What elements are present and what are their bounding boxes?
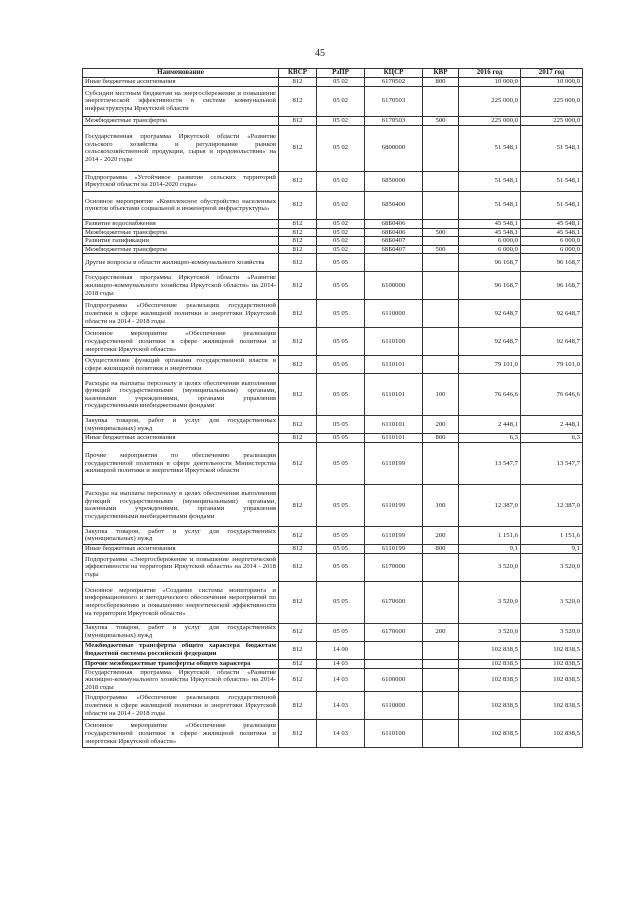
table-row [83,416,583,434]
cell-kcsr: 6170503 [365,116,423,125]
cell-kvsr: 812 [279,374,317,416]
cell-name: Государственная программа Иркутской области «Развитие жилищно-коммунального хозяйства Иркутской области» на 2014-2018 годы [83,668,279,692]
cell-kcsr: 6110101 [365,374,423,416]
table-row [83,692,583,720]
table-row [83,720,583,748]
cell-kvr: 800 [423,78,459,87]
cell-kvsr: 812 [279,254,317,272]
table-row [83,228,583,237]
table-header-row [83,69,583,78]
cell-name: Прочие мероприятия по обеспечению реализации государственной политики в сфере деятельности Министерства жилищной политики и энергетики Иркутской области [83,442,279,484]
cell-2016: 102 838,5 [459,668,521,692]
cell-kvr [423,300,459,328]
cell-2016: 102 838,5 [459,692,521,720]
cell-name: Основное мероприятие «Создание системы мониторинга и информационного и методического обеспечения мероприятий по энергосбережению и повышению энергетической эффективности на территории Иркутской области» [83,581,279,623]
cell-kvr: 500 [423,116,459,125]
cell-kvsr: 812 [279,171,317,191]
cell-rzpr: 14 00 [317,641,365,659]
cell-rzpr: 05 02 [317,171,365,191]
cell-rzpr: 05 05 [317,484,365,526]
cell-2017: 96 168,7 [521,272,583,300]
cell-kvsr: 812 [279,272,317,300]
cell-kvsr: 812 [279,553,317,581]
cell-kvsr: 812 [279,434,317,443]
cell-kvr: 500 [423,245,459,254]
cell-kvr [423,553,459,581]
cell-kvsr: 812 [279,219,317,228]
cell-kcsr: 6100000 [365,272,423,300]
cell-name: Закупка товаров, работ и услуг для государственных (муниципальных) нужд [83,416,279,434]
cell-rzpr: 05 05 [317,328,365,356]
cell-2017: 102 838,5 [521,720,583,748]
cell-rzpr: 05 05 [317,544,365,553]
cell-2016: 79 101,0 [459,356,521,374]
cell-kvr [423,237,459,246]
cell-kvsr: 812 [279,484,317,526]
cell-kvr [423,356,459,374]
header-2017: 2017 год [521,69,583,78]
cell-kvr: 800 [423,434,459,443]
cell-kvr: 500 [423,228,459,237]
cell-2017: 1 151,6 [521,526,583,544]
table-row [83,641,583,659]
cell-kvr [423,641,459,659]
cell-2016: 6,3 [459,434,521,443]
cell-kvsr: 812 [279,659,317,668]
header-2016: 2016 год [459,69,521,78]
cell-rzpr: 05 02 [317,228,365,237]
cell-2016: 225 000,0 [459,86,521,116]
cell-kvr [423,659,459,668]
cell-kcsr [365,659,423,668]
cell-2016: 102 838,5 [459,659,521,668]
cell-name: Государственная программа Иркутской области «Развитие жилищно-коммунального хозяйства Иркутской области» на 2014-2018 годы [83,272,279,300]
cell-2016: 3 520,0 [459,553,521,581]
table-row [83,484,583,526]
cell-2016: 3 520,0 [459,581,521,623]
cell-2017: 45 548,1 [521,228,583,237]
cell-2016: 96 168,7 [459,272,521,300]
cell-kvr [423,86,459,116]
cell-kvr [423,720,459,748]
cell-kvsr: 812 [279,191,317,219]
cell-rzpr: 05 05 [317,526,365,544]
cell-rzpr: 05 02 [317,116,365,125]
cell-name: Осуществление функций органами государственной власти в сфере жилищной политики и энергетики [83,356,279,374]
cell-kcsr: 6170503 [365,86,423,116]
cell-2017: 76 646,6 [521,374,583,416]
table-row [83,659,583,668]
table-row [83,78,583,87]
cell-kvsr: 812 [279,581,317,623]
cell-kcsr: 6170600 [365,581,423,623]
table-row [83,434,583,443]
cell-rzpr: 14 03 [317,668,365,692]
cell-kvsr: 812 [279,300,317,328]
cell-kvsr: 812 [279,328,317,356]
cell-2017: 225 000,0 [521,116,583,125]
cell-kcsr: 6110199 [365,526,423,544]
cell-kvsr: 812 [279,78,317,87]
table-row [83,237,583,246]
cell-rzpr: 05 02 [317,191,365,219]
table-row [83,623,583,641]
cell-kvsr: 812 [279,526,317,544]
table-row [83,544,583,553]
table-row [83,272,583,300]
table-row [83,668,583,692]
cell-rzpr: 05 02 [317,125,365,171]
cell-2016: 10 000,0 [459,78,521,87]
cell-name: Основное мероприятие «Комплексное обустройство населенных пунктов объектами социальной и инженерной инфраструктуры» [83,191,279,219]
cell-rzpr: 05 02 [317,219,365,228]
header-rzpr: РзПР [317,69,365,78]
cell-rzpr: 05 02 [317,237,365,246]
table-row [83,526,583,544]
cell-2017: 3 520,0 [521,553,583,581]
cell-kcsr: 6110101 [365,416,423,434]
cell-kcsr: 6110100 [365,720,423,748]
header-name: Наименование [83,69,279,78]
cell-kvr [423,581,459,623]
cell-kcsr: 6170600 [365,623,423,641]
cell-2016: 51 548,1 [459,171,521,191]
cell-kcsr: 6110000 [365,692,423,720]
cell-2016: 6 000,0 [459,237,521,246]
cell-name: Государственная программа Иркутской области «Развитие сельского хозяйства и регулирование рынков сельскохозяйственной продукции, сырья и продовольствия» на 2014 - 2020 годы [83,125,279,171]
cell-2017: 9,1 [521,544,583,553]
cell-2016: 96 168,7 [459,254,521,272]
cell-rzpr: 14 03 [317,692,365,720]
cell-rzpr: 05 02 [317,78,365,87]
cell-kvr [423,692,459,720]
cell-name: Основное мероприятие «Обеспечение реализации государственной политики в сфере жилищной политики и энергетики Иркутской области» [83,720,279,748]
cell-2016: 6 000,0 [459,245,521,254]
cell-kcsr: 6170502 [365,78,423,87]
cell-rzpr: 05 05 [317,434,365,443]
cell-name: Подпрограмма «Энергосбережение и повышение энергетической эффективности на территории Иркутской области» на 2014 - 2018 годы [83,553,279,581]
cell-2016: 76 646,6 [459,374,521,416]
cell-kcsr: 6110101 [365,356,423,374]
cell-kvr [423,191,459,219]
cell-kvr [423,254,459,272]
cell-kvsr: 812 [279,228,317,237]
cell-kvr: 200 [423,623,459,641]
cell-name: Расходы на выплаты персоналу в целях обеспечения выполнения функций государственными (муниципальными) органами, казенными учреждениями, органами управления государственными внебюджетными фондами [83,484,279,526]
cell-2016: 9,1 [459,544,521,553]
cell-2016: 92 648,7 [459,328,521,356]
table-row [83,116,583,125]
cell-kcsr: 6110000 [365,300,423,328]
cell-2017: 102 838,5 [521,641,583,659]
page-number: 45 [315,48,325,59]
table-row [83,356,583,374]
cell-rzpr: 05 02 [317,245,365,254]
cell-kcsr: 68Б0407 [365,237,423,246]
table-row [83,374,583,416]
cell-kvsr: 812 [279,641,317,659]
header-kcsr: КЦСР [365,69,423,78]
cell-kvsr: 812 [279,544,317,553]
cell-rzpr: 05 05 [317,272,365,300]
cell-kcsr [365,254,423,272]
cell-kcsr: 6850400 [365,191,423,219]
cell-kvsr: 812 [279,237,317,246]
cell-kvr: 800 [423,544,459,553]
cell-kvsr: 812 [279,623,317,641]
cell-name: Иные бюджетные ассигнования [83,78,279,87]
cell-kcsr: 68Б0407 [365,245,423,254]
cell-name: Субсидии местным бюджетам на энергосбережение и повышение энергетической эффективности в системе коммунальной инфраструктуры Иркутской области [83,86,279,116]
cell-kvsr: 812 [279,245,317,254]
cell-kvr [423,125,459,171]
table-row [83,328,583,356]
cell-name: Подпрограмма «Обеспечение реализации государственной политики в сфере жилищной политики и энергетики Иркутской области на 2014 - 2018 годы [83,300,279,328]
table-row [83,300,583,328]
cell-2016: 45 548,1 [459,219,521,228]
cell-2017: 13 547,7 [521,442,583,484]
cell-kvsr: 812 [279,116,317,125]
cell-name: Иные бюджетные ассигнования [83,434,279,443]
cell-2017: 51 548,1 [521,171,583,191]
header-kvsr: КВСР [279,69,317,78]
cell-2017: 102 838,5 [521,692,583,720]
cell-2017: 2 448,1 [521,416,583,434]
cell-name: Развитие водоснабжения [83,219,279,228]
cell-2017: 225 000,0 [521,86,583,116]
table-row [83,86,583,116]
cell-kvr [423,442,459,484]
cell-name: Подпрограмма «Обеспечение реализации государственной политики в сфере жилищной политики и энергетики Иркутской области на 2014 - 2018 годы [83,692,279,720]
table-row [83,191,583,219]
cell-kvr [423,328,459,356]
cell-rzpr: 14 03 [317,659,365,668]
cell-kcsr: 6170000 [365,553,423,581]
cell-kvr: 200 [423,526,459,544]
cell-name: Закупка товаров, работ и услуг для государственных (муниципальных) нужд [83,623,279,641]
table-row [83,442,583,484]
cell-2017: 3 520,0 [521,581,583,623]
cell-name: Развитие газификации [83,237,279,246]
cell-rzpr: 05 05 [317,581,365,623]
cell-kcsr: 6850000 [365,171,423,191]
cell-2016: 92 648,7 [459,300,521,328]
cell-rzpr: 05 05 [317,553,365,581]
cell-2017: 6 000,0 [521,237,583,246]
table-body [83,78,583,748]
cell-name: Межбюджетные трансферты общего характера бюджетам бюджетной системы российской федерации [83,641,279,659]
cell-2017: 96 168,7 [521,254,583,272]
cell-2016: 1 151,6 [459,526,521,544]
cell-kcsr: 6100000 [365,668,423,692]
table-row [83,553,583,581]
cell-kvr [423,219,459,228]
cell-2017: 51 548,1 [521,125,583,171]
cell-2017: 12 387,0 [521,484,583,526]
cell-rzpr: 14 03 [317,720,365,748]
table-row [83,219,583,228]
cell-kvsr: 812 [279,442,317,484]
cell-kvsr: 812 [279,125,317,171]
table-row [83,581,583,623]
cell-kcsr: 68Б0406 [365,219,423,228]
cell-name: Прочие межбюджетные трансферты общего характера [83,659,279,668]
cell-kvr: 200 [423,416,459,434]
table-row [83,171,583,191]
cell-rzpr: 05 05 [317,374,365,416]
cell-2017: 45 548,1 [521,219,583,228]
cell-kvsr: 812 [279,692,317,720]
cell-kcsr: 6110199 [365,442,423,484]
cell-2016: 102 838,5 [459,641,521,659]
cell-rzpr: 05 05 [317,254,365,272]
cell-2017: 51 548,1 [521,191,583,219]
cell-rzpr: 05 05 [317,300,365,328]
table-row [83,125,583,171]
cell-name: Другие вопросы в области жилищно-коммунального хозяйства [83,254,279,272]
cell-rzpr: 05 05 [317,442,365,484]
cell-name: Иные бюджетные ассигнования [83,544,279,553]
cell-rzpr: 05 05 [317,356,365,374]
header-kvr: КВР [423,69,459,78]
cell-2017: 6 000,0 [521,245,583,254]
cell-2016: 13 547,7 [459,442,521,484]
cell-name: Межбюджетные трансферты [83,245,279,254]
cell-kvr [423,272,459,300]
cell-2017: 79 101,0 [521,356,583,374]
cell-kvsr: 812 [279,668,317,692]
cell-2017: 92 648,7 [521,300,583,328]
cell-2016: 12 387,0 [459,484,521,526]
cell-kcsr: 6110100 [365,328,423,356]
cell-kvsr: 812 [279,86,317,116]
cell-name: Расходы на выплаты персоналу в целях обеспечения выполнения функций государственными (муниципальными) органами, казенными учреждениями, органами управления государственными внебюджетными фондами [83,374,279,416]
cell-2016: 3 520,0 [459,623,521,641]
cell-rzpr: 05 02 [317,86,365,116]
table-row [83,245,583,254]
cell-2017: 102 838,5 [521,668,583,692]
cell-kvsr: 812 [279,356,317,374]
cell-kcsr: 68Б0406 [365,228,423,237]
cell-name: Подпрограмма «Устойчивое развитие сельских территорий Иркутской области на 2014-2020 годы» [83,171,279,191]
cell-name: Межбюджетные трансферты [83,228,279,237]
cell-kvsr: 812 [279,416,317,434]
cell-kcsr: 6110101 [365,434,423,443]
cell-kcsr: 6800000 [365,125,423,171]
cell-2016: 2 448,1 [459,416,521,434]
cell-name: Межбюджетные трансферты [83,116,279,125]
cell-name: Основное мероприятие «Обеспечение реализации государственной политики в сфере жилищной политики и энергетики Иркутской области» [83,328,279,356]
cell-kcsr [365,641,423,659]
cell-kvr: 100 [423,374,459,416]
cell-2017: 6,3 [521,434,583,443]
cell-2016: 45 548,1 [459,228,521,237]
cell-2016: 225 000,0 [459,116,521,125]
cell-kvr [423,171,459,191]
cell-kcsr: 6110199 [365,484,423,526]
cell-kvsr: 812 [279,720,317,748]
cell-kcsr: 6110199 [365,544,423,553]
cell-2017: 92 648,7 [521,328,583,356]
cell-2017: 10 000,0 [521,78,583,87]
cell-2016: 51 548,1 [459,125,521,171]
cell-name: Закупка товаров, работ и услуг для государственных (муниципальных) нужд [83,526,279,544]
cell-rzpr: 05 05 [317,623,365,641]
budget-table [82,68,583,748]
table-row [83,254,583,272]
cell-2016: 102 838,5 [459,720,521,748]
cell-2017: 3 520,0 [521,623,583,641]
cell-2017: 102 838,5 [521,659,583,668]
cell-kvr [423,668,459,692]
cell-kvr: 100 [423,484,459,526]
cell-2016: 51 548,1 [459,191,521,219]
cell-rzpr: 05 05 [317,416,365,434]
